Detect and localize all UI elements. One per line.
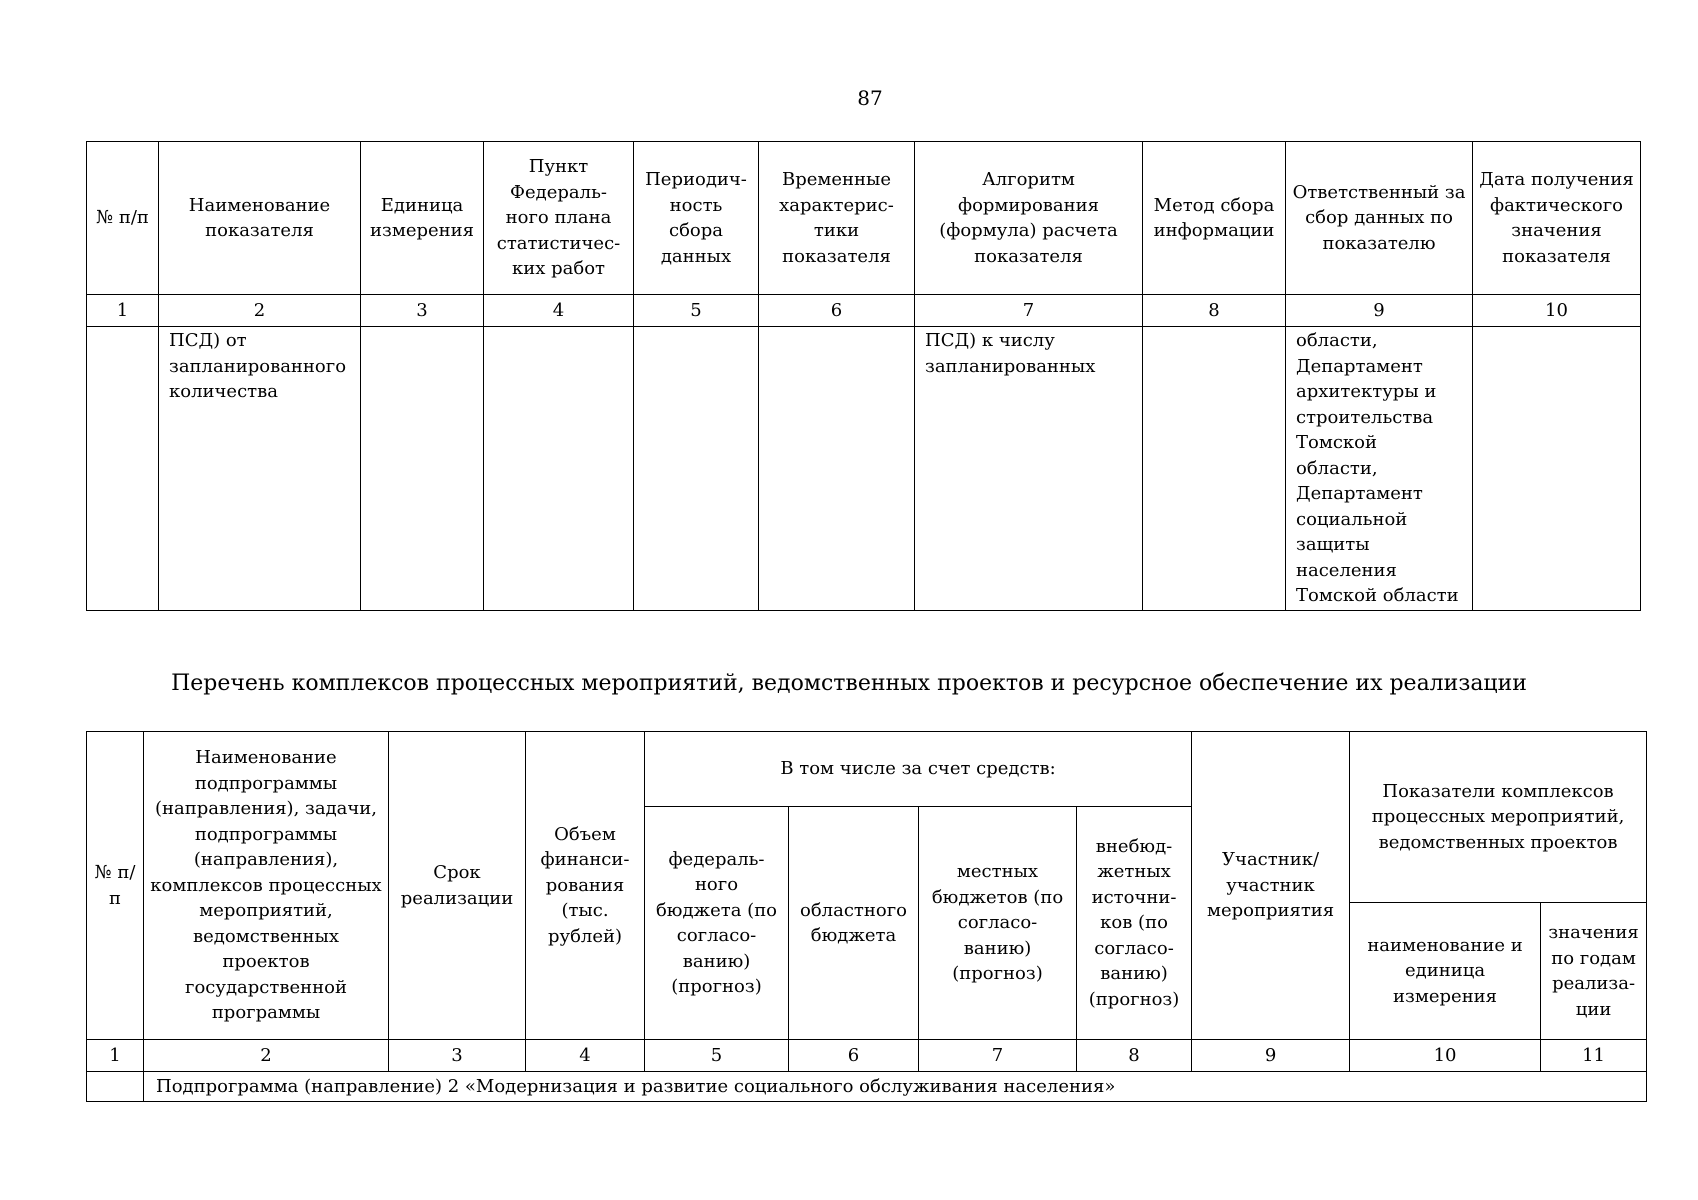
column-header: Дата получения фактического значения показателя [1473, 142, 1641, 295]
column-header: федераль-ного бюджета (по согласо-ванию) (прогноз) [645, 807, 789, 1040]
column-number: 8 [1077, 1040, 1192, 1072]
table-header-row [87, 142, 1641, 295]
column-header: Метод сбора информации [1143, 142, 1286, 295]
column-header: Объем финанси-рования (тыс. рублей) [526, 732, 645, 1040]
column-header: № п/п [87, 142, 159, 295]
column-number: 5 [634, 295, 759, 327]
column-number: 4 [526, 1040, 645, 1072]
column-number: 7 [915, 295, 1143, 327]
page-number: 87 [857, 86, 883, 110]
column-number: 5 [645, 1040, 789, 1072]
table-cell [759, 327, 915, 611]
column-header: Участник/ участник мероприятия [1192, 732, 1350, 1040]
column-number: 10 [1473, 295, 1641, 327]
column-header: Ответственный за сбор данных по показателю [1286, 142, 1473, 295]
column-number: 2 [159, 295, 361, 327]
column-header: Периодич-ность сбора данных [634, 142, 759, 295]
indicator-name-cell: ПСД) от запланированного количества [159, 327, 361, 611]
table-cell [634, 327, 759, 611]
column-number: 6 [759, 295, 915, 327]
column-number: 11 [1541, 1040, 1647, 1072]
indicators-passport-table [86, 141, 1641, 611]
column-header: местных бюджетов (по согласо-ванию) (прогноз) [919, 807, 1077, 1040]
table-cell [484, 327, 634, 611]
column-number: 3 [389, 1040, 526, 1072]
column-number: 9 [1192, 1040, 1350, 1072]
table-cell [1143, 327, 1286, 611]
column-numbers-row [87, 1040, 1647, 1072]
column-header: внебюд-жетных источни-ков (по согласо-ванию) (прогноз) [1077, 807, 1192, 1040]
formula-cell: ПСД) к числу запланированных [915, 327, 1143, 611]
funding-group-header: В том числе за счет средств: [645, 732, 1192, 807]
table-row [87, 327, 1641, 611]
section-title: Перечень комплексов процессных мероприятий, ведомственных проектов и ресурсное обеспечение их реализации [171, 671, 1527, 696]
column-number: 1 [87, 295, 159, 327]
column-header: областного бюджета [789, 807, 919, 1040]
column-number: 9 [1286, 295, 1473, 327]
column-header: № п/п [87, 732, 144, 1040]
column-number: 7 [919, 1040, 1077, 1072]
indicators-group-header: Показатели комплексов процессных мероприятий, ведомственных проектов [1350, 732, 1647, 903]
column-number: 4 [484, 295, 634, 327]
column-number: 1 [87, 1040, 144, 1072]
table-cell [87, 327, 159, 611]
column-number: 3 [361, 295, 484, 327]
table-cell [87, 1072, 144, 1102]
column-number: 8 [1143, 295, 1286, 327]
column-header: наименование и единица измерения [1350, 903, 1541, 1040]
table-header-row [87, 732, 1647, 807]
table-cell [1473, 327, 1641, 611]
column-header: Единица измерения [361, 142, 484, 295]
table-cell [361, 327, 484, 611]
subprogram-title: Подпрограмма (направление) 2 «Модернизация и развитие социального обслуживания населения» [144, 1072, 1647, 1102]
column-number: 6 [789, 1040, 919, 1072]
column-header: Наименование подпрограммы (направления), задачи, подпрограммы (направления), комплексов процессных мероприятий, ведомственных проектов государственной программы [144, 732, 389, 1040]
column-header: Пункт Федераль-ного плана статистичес-ких работ [484, 142, 634, 295]
column-header: Алгоритм формирования (формула) расчета показателя [915, 142, 1143, 295]
column-numbers-row [87, 295, 1641, 327]
table-row [87, 1072, 1647, 1102]
column-number: 2 [144, 1040, 389, 1072]
column-header: значения по годам реализа-ции [1541, 903, 1647, 1040]
column-header: Наименование показателя [159, 142, 361, 295]
resources-table [86, 731, 1647, 1102]
column-number: 10 [1350, 1040, 1541, 1072]
column-header: Срок реализации [389, 732, 526, 1040]
responsible-cell: области, Департамент архитектуры и строительства Томской области, Департамент социальной защиты населения Томской области [1286, 327, 1473, 611]
column-header: Временные характерис-тики показателя [759, 142, 915, 295]
